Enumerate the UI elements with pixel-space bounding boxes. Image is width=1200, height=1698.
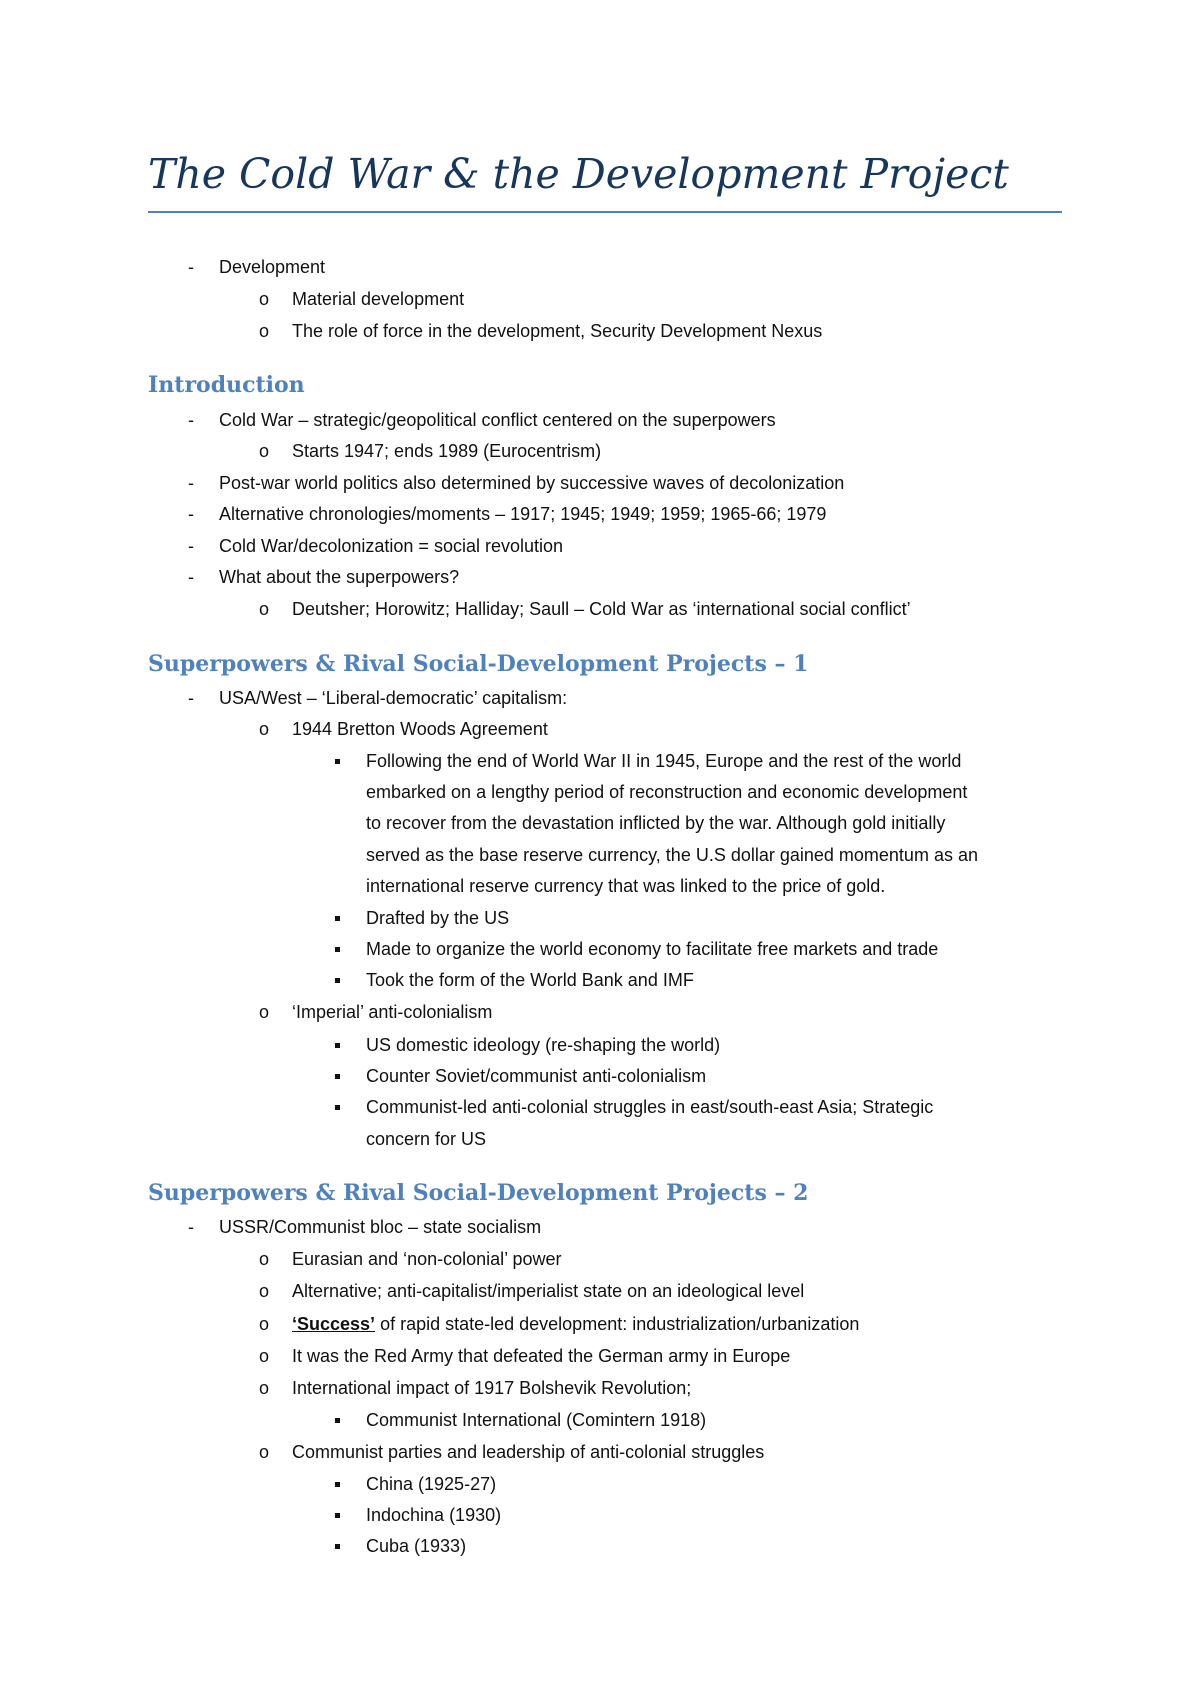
section-heading-introduction: Introduction	[148, 372, 305, 398]
square-bullet	[335, 978, 340, 983]
dash-bullet: -	[188, 1217, 194, 1237]
circle-bullet: o	[259, 1346, 270, 1366]
list-item: Material development	[292, 289, 465, 309]
emphasis-success: ‘Success’	[292, 1314, 376, 1334]
list-item: Post-war world politics also determined by successive waves of decolonization	[219, 473, 845, 493]
square-bullet	[335, 1105, 340, 1110]
list-item: Eurasian and ‘non-colonial’ power	[292, 1249, 562, 1269]
dash-bullet: -	[188, 567, 194, 587]
page-title: The Cold War & the Development Project	[148, 150, 1009, 198]
paragraph-line: Following the end of World War II in 1945, Europe and the rest of the world	[366, 751, 962, 771]
square-bullet	[335, 1544, 340, 1549]
square-bullet	[335, 1043, 340, 1048]
list-item: The role of force in the development, Security Development Nexus	[292, 321, 823, 341]
dash-bullet: -	[188, 536, 194, 556]
list-item: Drafted by the US	[366, 908, 510, 928]
circle-bullet: o	[259, 719, 270, 739]
list-item: Communist International (Comintern 1918)	[366, 1410, 707, 1430]
circle-bullet: o	[259, 1442, 270, 1462]
paragraph-line: Communist-led anti-colonial struggles in east/south-east Asia; Strategic	[366, 1097, 934, 1117]
circle-bullet: o	[259, 441, 270, 461]
list-item: Cuba (1933)	[366, 1536, 467, 1556]
list-item: China (1925-27)	[366, 1474, 497, 1494]
list-item: Development	[219, 257, 326, 277]
circle-bullet: o	[259, 321, 270, 341]
dash-bullet: -	[188, 473, 194, 493]
section-heading-projects-2: Superpowers & Rival Social-Development Projects – 2	[148, 1180, 809, 1206]
circle-bullet: o	[259, 1249, 270, 1269]
square-bullet	[335, 759, 340, 764]
list-item: Cold War – strategic/geopolitical conflict centered on the superpowers	[219, 410, 776, 430]
list-item: US domestic ideology (re-shaping the world)	[366, 1035, 721, 1055]
list-item: 1944 Bretton Woods Agreement	[292, 719, 548, 739]
paragraph-line: to recover from the devastation inflicted by the war. Although gold initially	[366, 813, 946, 833]
paragraph-line: concern for US	[366, 1129, 487, 1149]
square-bullet	[335, 916, 340, 921]
paragraph-line: embarked on a lengthy period of reconstruction and economic development	[366, 782, 968, 802]
list-item: USSR/Communist bloc – state socialism	[219, 1217, 542, 1237]
list-item: International impact of 1917 Bolshevik Revolution;	[292, 1378, 692, 1398]
list-item-text: of rapid state-led development: industrialization/urbanization	[375, 1314, 860, 1334]
list-item: USA/West – ‘Liberal-democratic’ capitalism:	[219, 688, 568, 708]
circle-bullet: o	[259, 1002, 270, 1022]
circle-bullet: o	[259, 1378, 270, 1398]
circle-bullet: o	[259, 599, 270, 619]
list-item: Made to organize the world economy to facilitate free markets and trade	[366, 939, 939, 959]
list-item: Communist parties and leadership of anti-colonial struggles	[292, 1442, 765, 1462]
list-item: What about the superpowers?	[219, 567, 460, 587]
square-bullet	[335, 1513, 340, 1518]
list-item: Took the form of the World Bank and IMF	[366, 970, 694, 990]
square-bullet	[335, 1074, 340, 1079]
section-heading-projects-1: Superpowers & Rival Social-Development Projects – 1	[148, 651, 809, 677]
title-underline	[148, 211, 1062, 213]
paragraph-line: served as the base reserve currency, the U.S dollar gained momentum as an	[366, 845, 978, 865]
square-bullet	[335, 1482, 340, 1487]
list-item: Alternative; anti-capitalist/imperialist state on an ideological level	[292, 1281, 805, 1301]
square-bullet	[335, 947, 340, 952]
circle-bullet: o	[259, 1281, 270, 1301]
list-item: It was the Red Army that defeated the German army in Europe	[292, 1346, 791, 1366]
list-item: ‘Imperial’ anti-colonialism	[292, 1002, 493, 1022]
list-item: Starts 1947; ends 1989 (Eurocentrism)	[292, 441, 602, 461]
list-item: Indochina (1930)	[366, 1505, 502, 1525]
circle-bullet: o	[259, 1314, 270, 1334]
list-item: Cold War/decolonization = social revolution	[219, 536, 564, 556]
paragraph-line: international reserve currency that was linked to the price of gold.	[366, 876, 886, 896]
dash-bullet: -	[188, 688, 194, 708]
circle-bullet: o	[259, 289, 270, 309]
list-item: Counter Soviet/communist anti-colonialism	[366, 1066, 707, 1086]
dash-bullet: -	[188, 504, 194, 524]
list-item	[292, 1313, 859, 1335]
list-item: Alternative chronologies/moments – 1917; 1945; 1949; 1959; 1965-66; 1979	[219, 504, 827, 524]
square-bullet	[335, 1418, 340, 1423]
dash-bullet: -	[188, 410, 194, 430]
dash-bullet: -	[188, 257, 194, 277]
list-item: Deutsher; Horowitz; Halliday; Saull – Cold War as ‘international social conflict’	[292, 599, 911, 619]
